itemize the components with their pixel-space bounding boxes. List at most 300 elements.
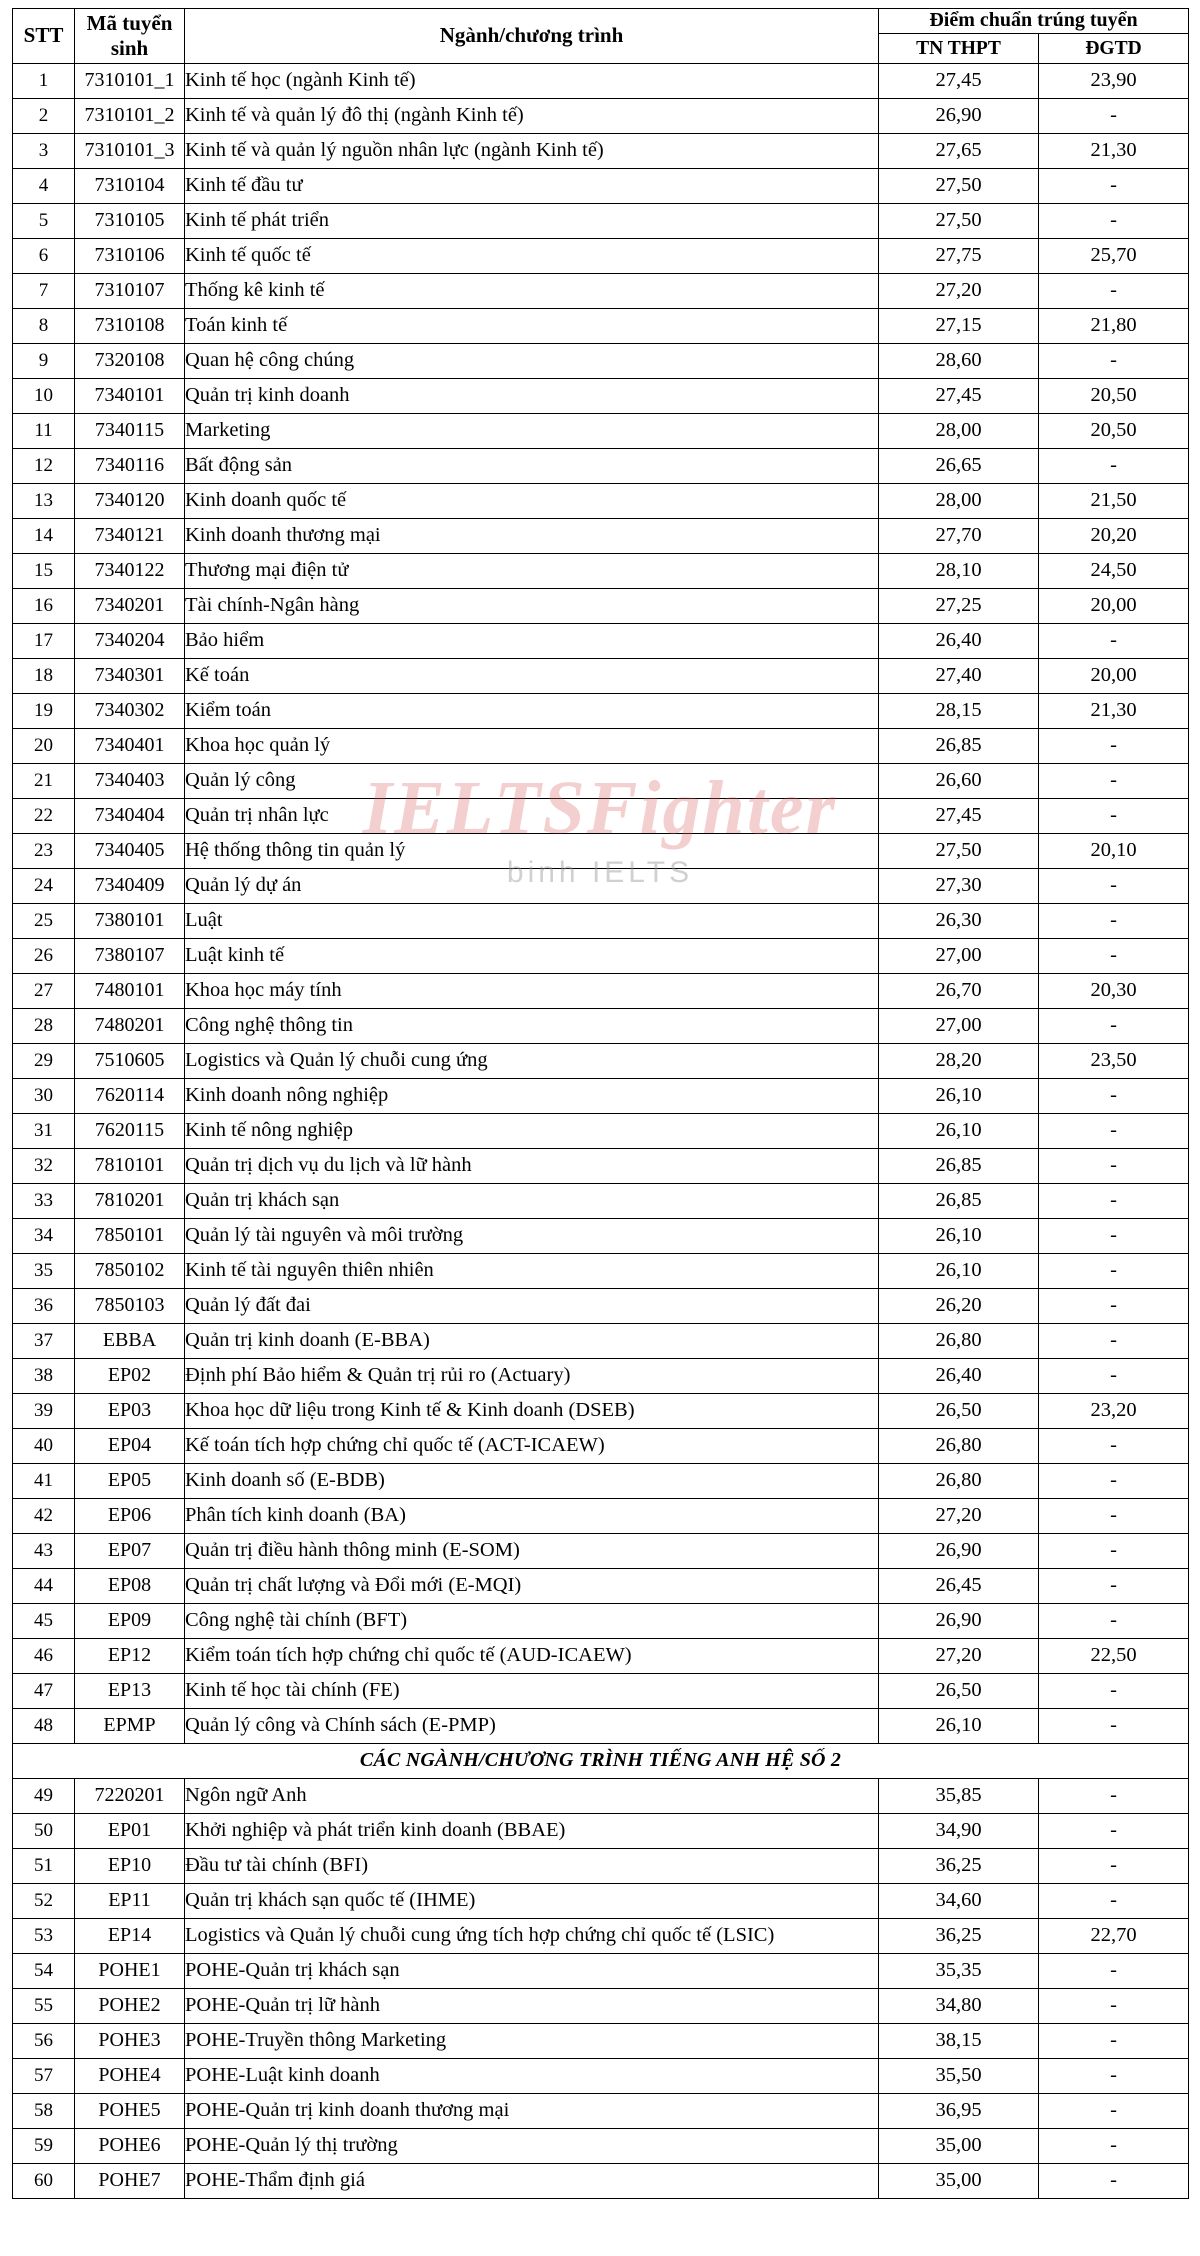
cell-dgtd: 20,30 <box>1039 973 1189 1008</box>
cell-dgtd: 20,50 <box>1039 378 1189 413</box>
cell-ma-tuyen-sinh: 7340116 <box>75 448 185 483</box>
cell-ma-tuyen-sinh: 7620114 <box>75 1078 185 1113</box>
cell-nganh: Kinh doanh nông nghiệp <box>185 1078 879 1113</box>
header-ma-tuyen-sinh: Mã tuyển sinh <box>75 9 185 64</box>
table-row <box>13 693 1189 728</box>
cell-tn-thpt: 35,00 <box>879 2163 1039 2198</box>
cell-ma-tuyen-sinh: 7310107 <box>75 273 185 308</box>
table-row <box>13 483 1189 518</box>
cell-tn-thpt: 26,10 <box>879 1113 1039 1148</box>
cell-tn-thpt: 35,85 <box>879 1778 1039 1813</box>
cell-stt: 52 <box>13 1883 75 1918</box>
cell-stt: 39 <box>13 1393 75 1428</box>
cell-stt: 46 <box>13 1638 75 1673</box>
cell-tn-thpt: 27,20 <box>879 273 1039 308</box>
cell-nganh: Quản lý công <box>185 763 879 798</box>
cell-dgtd: 25,70 <box>1039 238 1189 273</box>
cell-nganh: Quản trị điều hành thông minh (E-SOM) <box>185 1533 879 1568</box>
cell-stt: 60 <box>13 2163 75 2198</box>
table-row <box>13 623 1189 658</box>
cell-tn-thpt: 27,00 <box>879 1008 1039 1043</box>
table-row <box>13 1183 1189 1218</box>
cell-nganh: Ngôn ngữ Anh <box>185 1778 879 1813</box>
cell-ma-tuyen-sinh: EP05 <box>75 1463 185 1498</box>
cell-stt: 35 <box>13 1253 75 1288</box>
cell-tn-thpt: 26,85 <box>879 728 1039 763</box>
cell-ma-tuyen-sinh: POHE1 <box>75 1953 185 1988</box>
cell-nganh: Quản trị kinh doanh (E-BBA) <box>185 1323 879 1358</box>
cell-dgtd: - <box>1039 1708 1189 1743</box>
cell-dgtd: - <box>1039 343 1189 378</box>
cell-tn-thpt: 26,50 <box>879 1673 1039 1708</box>
table-row <box>13 2128 1189 2163</box>
cell-stt: 57 <box>13 2058 75 2093</box>
table-row <box>13 1568 1189 1603</box>
cell-nganh: POHE-Thẩm định giá <box>185 2163 879 2198</box>
cell-dgtd: - <box>1039 1953 1189 1988</box>
cell-nganh: Quản trị nhân lực <box>185 798 879 833</box>
table-row <box>13 378 1189 413</box>
cell-dgtd: - <box>1039 1323 1189 1358</box>
cell-stt: 44 <box>13 1568 75 1603</box>
cell-ma-tuyen-sinh: 7850101 <box>75 1218 185 1253</box>
cell-ma-tuyen-sinh: 7310101_2 <box>75 98 185 133</box>
cell-dgtd: - <box>1039 2058 1189 2093</box>
cell-ma-tuyen-sinh: EP09 <box>75 1603 185 1638</box>
cell-stt: 31 <box>13 1113 75 1148</box>
cell-dgtd: 20,20 <box>1039 518 1189 553</box>
cell-ma-tuyen-sinh: 7310101_3 <box>75 133 185 168</box>
cell-dgtd: 21,50 <box>1039 483 1189 518</box>
cell-ma-tuyen-sinh: 7340302 <box>75 693 185 728</box>
cell-stt: 33 <box>13 1183 75 1218</box>
table-row <box>13 868 1189 903</box>
section-header-row <box>13 1743 1189 1778</box>
cell-dgtd: 22,50 <box>1039 1638 1189 1673</box>
cell-dgtd: - <box>1039 1673 1189 1708</box>
cell-tn-thpt: 34,60 <box>879 1883 1039 1918</box>
table-row <box>13 903 1189 938</box>
cell-dgtd: 23,90 <box>1039 63 1189 98</box>
cell-nganh: Đầu tư tài chính (BFI) <box>185 1848 879 1883</box>
cell-nganh: Kinh tế đầu tư <box>185 168 879 203</box>
cell-nganh: Khoa học dữ liệu trong Kinh tế & Kinh doanh (DSEB) <box>185 1393 879 1428</box>
cell-ma-tuyen-sinh: 7340101 <box>75 378 185 413</box>
table-row <box>13 1883 1189 1918</box>
table-row <box>13 1288 1189 1323</box>
cell-dgtd: - <box>1039 728 1189 763</box>
cell-ma-tuyen-sinh: 7810201 <box>75 1183 185 1218</box>
table-row <box>13 1078 1189 1113</box>
cell-dgtd: 21,80 <box>1039 308 1189 343</box>
cell-stt: 24 <box>13 868 75 903</box>
cell-nganh: Quản trị khách sạn quốc tế (IHME) <box>185 1883 879 1918</box>
cell-stt: 38 <box>13 1358 75 1393</box>
table-row <box>13 973 1189 1008</box>
table-row <box>13 1253 1189 1288</box>
cell-nganh: Marketing <box>185 413 879 448</box>
cell-stt: 3 <box>13 133 75 168</box>
cell-ma-tuyen-sinh: 7340201 <box>75 588 185 623</box>
cell-nganh: Thống kê kinh tế <box>185 273 879 308</box>
cell-nganh: Quản trị dịch vụ du lịch và lữ hành <box>185 1148 879 1183</box>
header-diem-chuan: Điểm chuẩn trúng tuyển <box>879 9 1189 34</box>
cell-tn-thpt: 26,30 <box>879 903 1039 938</box>
cell-ma-tuyen-sinh: 7340409 <box>75 868 185 903</box>
cell-tn-thpt: 26,20 <box>879 1288 1039 1323</box>
cell-ma-tuyen-sinh: 7310108 <box>75 308 185 343</box>
table-row <box>13 98 1189 133</box>
table-row <box>13 1113 1189 1148</box>
cell-ma-tuyen-sinh: 7310101_1 <box>75 63 185 98</box>
cell-tn-thpt: 26,10 <box>879 1253 1039 1288</box>
table-row <box>13 1813 1189 1848</box>
cell-tn-thpt: 28,60 <box>879 343 1039 378</box>
table-row <box>13 1498 1189 1533</box>
cell-tn-thpt: 27,20 <box>879 1498 1039 1533</box>
cell-dgtd: - <box>1039 1008 1189 1043</box>
cell-stt: 19 <box>13 693 75 728</box>
cell-ma-tuyen-sinh: EPMP <box>75 1708 185 1743</box>
header-nganh: Ngành/chương trình <box>185 9 879 64</box>
cell-nganh: POHE-Quản trị kinh doanh thương mại <box>185 2093 879 2128</box>
cell-stt: 20 <box>13 728 75 763</box>
table-row <box>13 938 1189 973</box>
cell-dgtd: - <box>1039 1848 1189 1883</box>
cell-tn-thpt: 27,45 <box>879 63 1039 98</box>
cell-dgtd: - <box>1039 1183 1189 1218</box>
table-row <box>13 1428 1189 1463</box>
cell-dgtd: 20,50 <box>1039 413 1189 448</box>
cell-ma-tuyen-sinh: EP03 <box>75 1393 185 1428</box>
cell-dgtd: - <box>1039 1498 1189 1533</box>
table-row <box>13 63 1189 98</box>
cell-stt: 27 <box>13 973 75 1008</box>
cell-nganh: POHE-Quản trị khách sạn <box>185 1953 879 1988</box>
cell-ma-tuyen-sinh: 7380107 <box>75 938 185 973</box>
cell-dgtd: - <box>1039 1603 1189 1638</box>
cell-stt: 45 <box>13 1603 75 1638</box>
cell-dgtd: - <box>1039 1988 1189 2023</box>
table-header <box>13 9 1189 64</box>
cell-tn-thpt: 27,00 <box>879 938 1039 973</box>
cell-nganh: Kế toán tích hợp chứng chỉ quốc tế (ACT-ICAEW) <box>185 1428 879 1463</box>
cell-tn-thpt: 35,35 <box>879 1953 1039 1988</box>
table-row <box>13 1918 1189 1953</box>
cell-tn-thpt: 26,80 <box>879 1463 1039 1498</box>
section-title: CÁC NGÀNH/CHƯƠNG TRÌNH TIẾNG ANH HỆ SỐ 2 <box>13 1743 1189 1778</box>
cell-ma-tuyen-sinh: 7340204 <box>75 623 185 658</box>
table-row <box>13 2023 1189 2058</box>
cell-dgtd: - <box>1039 1253 1189 1288</box>
cell-tn-thpt: 27,30 <box>879 868 1039 903</box>
cell-tn-thpt: 27,45 <box>879 798 1039 833</box>
cell-tn-thpt: 36,25 <box>879 1848 1039 1883</box>
table-row <box>13 833 1189 868</box>
cell-ma-tuyen-sinh: 7340403 <box>75 763 185 798</box>
cell-tn-thpt: 27,70 <box>879 518 1039 553</box>
table-header-row-1 <box>13 9 1189 34</box>
cell-nganh: Toán kinh tế <box>185 308 879 343</box>
cell-dgtd: - <box>1039 798 1189 833</box>
cell-stt: 23 <box>13 833 75 868</box>
cell-ma-tuyen-sinh: POHE6 <box>75 2128 185 2163</box>
cell-nganh: Tài chính-Ngân hàng <box>185 588 879 623</box>
cell-tn-thpt: 28,20 <box>879 1043 1039 1078</box>
admission-score-table <box>12 8 1189 2199</box>
cell-stt: 32 <box>13 1148 75 1183</box>
cell-dgtd: - <box>1039 1288 1189 1323</box>
table-row <box>13 658 1189 693</box>
cell-dgtd: - <box>1039 868 1189 903</box>
cell-nganh: Quản lý dự án <box>185 868 879 903</box>
cell-tn-thpt: 28,00 <box>879 483 1039 518</box>
cell-nganh: Kinh tế quốc tế <box>185 238 879 273</box>
table-row <box>13 763 1189 798</box>
cell-stt: 15 <box>13 553 75 588</box>
cell-tn-thpt: 27,75 <box>879 238 1039 273</box>
cell-nganh: Kinh tế và quản lý nguồn nhân lực (ngành Kinh tế) <box>185 133 879 168</box>
table-row <box>13 273 1189 308</box>
cell-stt: 4 <box>13 168 75 203</box>
cell-nganh: Logistics và Quản lý chuỗi cung ứng <box>185 1043 879 1078</box>
cell-tn-thpt: 26,10 <box>879 1078 1039 1113</box>
watermark-sub-text: binh IELTS <box>506 856 694 889</box>
cell-tn-thpt: 35,00 <box>879 2128 1039 2163</box>
cell-tn-thpt: 27,50 <box>879 833 1039 868</box>
cell-tn-thpt: 35,50 <box>879 2058 1039 2093</box>
cell-stt: 41 <box>13 1463 75 1498</box>
cell-ma-tuyen-sinh: EP06 <box>75 1498 185 1533</box>
cell-tn-thpt: 26,50 <box>879 1393 1039 1428</box>
cell-nganh: Công nghệ tài chính (BFT) <box>185 1603 879 1638</box>
cell-nganh: POHE-Quản lý thị trường <box>185 2128 879 2163</box>
cell-nganh: Khởi nghiệp và phát triển kinh doanh (BBAE) <box>185 1813 879 1848</box>
cell-dgtd: - <box>1039 448 1189 483</box>
cell-dgtd: - <box>1039 903 1189 938</box>
table-row <box>13 1953 1189 1988</box>
cell-stt: 11 <box>13 413 75 448</box>
cell-ma-tuyen-sinh: EP07 <box>75 1533 185 1568</box>
cell-nganh: Kinh tế học (ngành Kinh tế) <box>185 63 879 98</box>
cell-ma-tuyen-sinh: 7310104 <box>75 168 185 203</box>
cell-stt: 36 <box>13 1288 75 1323</box>
cell-nganh: Kinh doanh số (E-BDB) <box>185 1463 879 1498</box>
cell-ma-tuyen-sinh: 7340121 <box>75 518 185 553</box>
cell-stt: 29 <box>13 1043 75 1078</box>
cell-tn-thpt: 27,50 <box>879 168 1039 203</box>
cell-stt: 5 <box>13 203 75 238</box>
cell-dgtd: - <box>1039 1533 1189 1568</box>
table-row <box>13 2093 1189 2128</box>
cell-dgtd: - <box>1039 763 1189 798</box>
cell-ma-tuyen-sinh: 7340301 <box>75 658 185 693</box>
cell-stt: 58 <box>13 2093 75 2128</box>
cell-dgtd: - <box>1039 1218 1189 1253</box>
table-row <box>13 1778 1189 1813</box>
cell-ma-tuyen-sinh: EP04 <box>75 1428 185 1463</box>
cell-stt: 21 <box>13 763 75 798</box>
cell-ma-tuyen-sinh: EBBA <box>75 1323 185 1358</box>
cell-tn-thpt: 26,40 <box>879 623 1039 658</box>
cell-stt: 48 <box>13 1708 75 1743</box>
cell-stt: 25 <box>13 903 75 938</box>
cell-dgtd: - <box>1039 168 1189 203</box>
cell-ma-tuyen-sinh: 7310105 <box>75 203 185 238</box>
cell-dgtd: - <box>1039 1568 1189 1603</box>
cell-nganh: Quản trị khách sạn <box>185 1183 879 1218</box>
cell-nganh: Kiểm toán tích hợp chứng chỉ quốc tế (AUD-ICAEW) <box>185 1638 879 1673</box>
cell-ma-tuyen-sinh: 7310106 <box>75 238 185 273</box>
cell-tn-thpt: 34,80 <box>879 1988 1039 2023</box>
cell-nganh: Phân tích kinh doanh (BA) <box>185 1498 879 1533</box>
cell-ma-tuyen-sinh: 7510605 <box>75 1043 185 1078</box>
table-row <box>13 2058 1189 2093</box>
table-row <box>13 728 1189 763</box>
cell-dgtd: 22,70 <box>1039 1918 1189 1953</box>
cell-ma-tuyen-sinh: 7340404 <box>75 798 185 833</box>
cell-nganh: Kinh tế phát triển <box>185 203 879 238</box>
cell-dgtd: - <box>1039 1078 1189 1113</box>
cell-ma-tuyen-sinh: 7340122 <box>75 553 185 588</box>
table-row <box>13 1988 1189 2023</box>
cell-nganh: Bảo hiểm <box>185 623 879 658</box>
cell-ma-tuyen-sinh: EP08 <box>75 1568 185 1603</box>
cell-stt: 1 <box>13 63 75 98</box>
cell-tn-thpt: 26,10 <box>879 1708 1039 1743</box>
cell-tn-thpt: 27,40 <box>879 658 1039 693</box>
cell-ma-tuyen-sinh: POHE3 <box>75 2023 185 2058</box>
table-row <box>13 553 1189 588</box>
table-row <box>13 448 1189 483</box>
cell-nganh: Kinh tế học tài chính (FE) <box>185 1673 879 1708</box>
cell-nganh: Kinh tế tài nguyên thiên nhiên <box>185 1253 879 1288</box>
cell-ma-tuyen-sinh: 7380101 <box>75 903 185 938</box>
cell-tn-thpt: 26,70 <box>879 973 1039 1008</box>
cell-nganh: Luật kinh tế <box>185 938 879 973</box>
cell-tn-thpt: 28,10 <box>879 553 1039 588</box>
cell-tn-thpt: 27,25 <box>879 588 1039 623</box>
cell-stt: 14 <box>13 518 75 553</box>
cell-tn-thpt: 27,45 <box>879 378 1039 413</box>
header-dgtd: ĐGTD <box>1039 33 1189 63</box>
cell-ma-tuyen-sinh: POHE5 <box>75 2093 185 2128</box>
cell-dgtd: - <box>1039 98 1189 133</box>
cell-ma-tuyen-sinh: 7620115 <box>75 1113 185 1148</box>
cell-nganh: Logistics và Quản lý chuỗi cung ứng tích hợp chứng chỉ quốc tế (LSIC) <box>185 1918 879 1953</box>
table-row <box>13 518 1189 553</box>
table-row <box>13 308 1189 343</box>
cell-ma-tuyen-sinh: EP13 <box>75 1673 185 1708</box>
cell-tn-thpt: 26,10 <box>879 1218 1039 1253</box>
cell-stt: 13 <box>13 483 75 518</box>
cell-dgtd: - <box>1039 1113 1189 1148</box>
cell-tn-thpt: 26,90 <box>879 1533 1039 1568</box>
cell-dgtd: - <box>1039 1813 1189 1848</box>
cell-nganh: POHE-Quản trị lữ hành <box>185 1988 879 2023</box>
cell-dgtd: - <box>1039 2093 1189 2128</box>
cell-dgtd: - <box>1039 623 1189 658</box>
cell-stt: 2 <box>13 98 75 133</box>
table-row <box>13 238 1189 273</box>
table-row <box>13 798 1189 833</box>
cell-stt: 30 <box>13 1078 75 1113</box>
cell-nganh: Kiểm toán <box>185 693 879 728</box>
cell-nganh: POHE-Truyền thông Marketing <box>185 2023 879 2058</box>
cell-tn-thpt: 36,95 <box>879 2093 1039 2128</box>
table-row <box>13 1008 1189 1043</box>
cell-stt: 22 <box>13 798 75 833</box>
cell-ma-tuyen-sinh: EP02 <box>75 1358 185 1393</box>
cell-nganh: Hệ thống thông tin quản lý <box>185 833 879 868</box>
cell-nganh: Quản lý công và Chính sách (E-PMP) <box>185 1708 879 1743</box>
cell-stt: 34 <box>13 1218 75 1253</box>
table-row <box>13 1218 1189 1253</box>
cell-ma-tuyen-sinh: EP11 <box>75 1883 185 1918</box>
table-row <box>13 1708 1189 1743</box>
header-stt: STT <box>13 9 75 64</box>
cell-stt: 9 <box>13 343 75 378</box>
cell-stt: 16 <box>13 588 75 623</box>
cell-tn-thpt: 27,15 <box>879 308 1039 343</box>
cell-nganh: Kinh tế và quản lý đô thị (ngành Kinh tế) <box>185 98 879 133</box>
cell-ma-tuyen-sinh: EP10 <box>75 1848 185 1883</box>
table-row <box>13 1323 1189 1358</box>
cell-nganh: Bất động sản <box>185 448 879 483</box>
table-row <box>13 1533 1189 1568</box>
cell-stt: 12 <box>13 448 75 483</box>
cell-stt: 59 <box>13 2128 75 2163</box>
cell-dgtd: 21,30 <box>1039 133 1189 168</box>
cell-dgtd: - <box>1039 1148 1189 1183</box>
cell-stt: 51 <box>13 1848 75 1883</box>
table-row <box>13 1603 1189 1638</box>
cell-tn-thpt: 26,60 <box>879 763 1039 798</box>
cell-ma-tuyen-sinh: 7850102 <box>75 1253 185 1288</box>
table-row <box>13 1463 1189 1498</box>
table-row <box>13 168 1189 203</box>
cell-stt: 28 <box>13 1008 75 1043</box>
cell-stt: 37 <box>13 1323 75 1358</box>
cell-dgtd: 20,00 <box>1039 588 1189 623</box>
table-row <box>13 2163 1189 2198</box>
watermark-main-text: IELTSFighter <box>362 766 838 850</box>
cell-dgtd: 23,50 <box>1039 1043 1189 1078</box>
table-row <box>13 1673 1189 1708</box>
cell-ma-tuyen-sinh: 7320108 <box>75 343 185 378</box>
cell-ma-tuyen-sinh: EP14 <box>75 1918 185 1953</box>
cell-stt: 10 <box>13 378 75 413</box>
cell-nganh: Kế toán <box>185 658 879 693</box>
table-row <box>13 1638 1189 1673</box>
cell-nganh: Quản lý tài nguyên và môi trường <box>185 1218 879 1253</box>
cell-nganh: Kinh doanh quốc tế <box>185 483 879 518</box>
cell-nganh: Công nghệ thông tin <box>185 1008 879 1043</box>
cell-ma-tuyen-sinh: 7480201 <box>75 1008 185 1043</box>
cell-ma-tuyen-sinh: EP12 <box>75 1638 185 1673</box>
table-row <box>13 1393 1189 1428</box>
cell-tn-thpt: 26,40 <box>879 1358 1039 1393</box>
table-row <box>13 203 1189 238</box>
cell-dgtd: - <box>1039 2128 1189 2163</box>
cell-ma-tuyen-sinh: POHE2 <box>75 1988 185 2023</box>
cell-dgtd: - <box>1039 1778 1189 1813</box>
table-row <box>13 1848 1189 1883</box>
cell-dgtd: - <box>1039 1428 1189 1463</box>
cell-nganh: Quản trị chất lượng và Đổi mới (E-MQI) <box>185 1568 879 1603</box>
cell-tn-thpt: 26,85 <box>879 1148 1039 1183</box>
header-tn-thpt: TN THPT <box>879 33 1039 63</box>
